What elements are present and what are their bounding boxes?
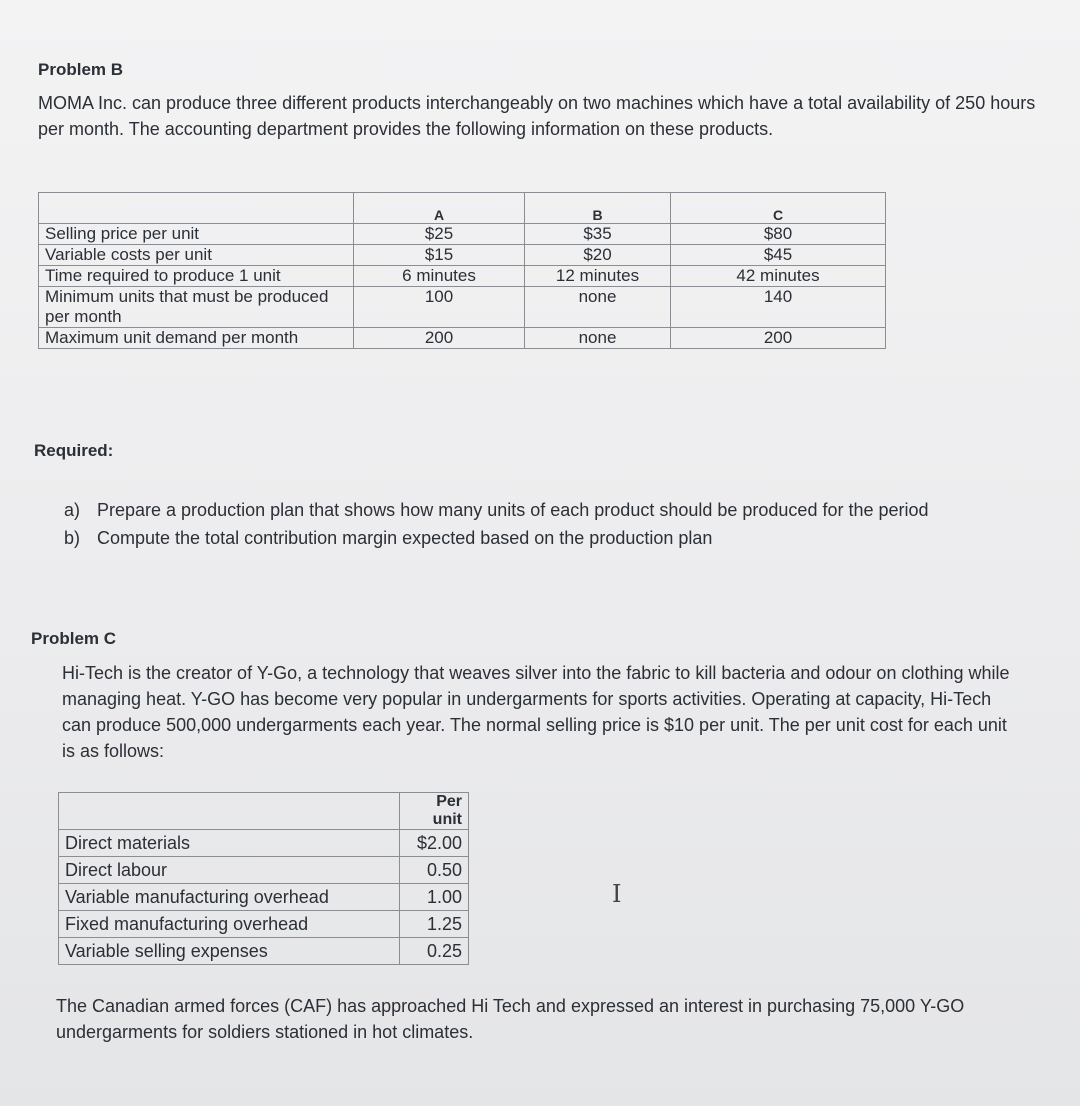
cell-value: 1.25 bbox=[400, 911, 469, 938]
row-label: Variable manufacturing overhead bbox=[59, 884, 400, 911]
table-row bbox=[39, 266, 886, 287]
problem-b-intro: MOMA Inc. can produce three different products interchangeably on two machines which have a total availability of 250 hours per month. The accounting department provides the following information on these products. bbox=[38, 93, 1036, 139]
cell-value: $2.00 bbox=[400, 830, 469, 857]
table-header-row bbox=[39, 193, 886, 224]
closing-paragraph: The Canadian armed forces (CAF) has approached Hi Tech and expressed an interest in purchasing 75,000 Y-GO undergarments for soldiers stationed in hot climates. bbox=[56, 996, 965, 1042]
table-row bbox=[39, 287, 886, 328]
table-row bbox=[59, 884, 469, 911]
cell-a: $25 bbox=[354, 224, 525, 245]
table-header-row bbox=[59, 793, 469, 830]
list-text: Prepare a production plan that shows how many units of each product should be produced for the period bbox=[97, 500, 929, 520]
table-row bbox=[59, 938, 469, 965]
cell-b: $20 bbox=[525, 245, 671, 266]
cell-c: $80 bbox=[671, 224, 886, 245]
text-cursor-icon: I bbox=[612, 880, 622, 908]
cell-b: 12 minutes bbox=[525, 266, 671, 287]
required-heading: Required: bbox=[34, 441, 114, 460]
cell-c: 140 bbox=[671, 287, 886, 328]
table-row bbox=[39, 245, 886, 266]
table-header-b: B bbox=[525, 193, 671, 224]
row-label: Direct labour bbox=[59, 857, 400, 884]
table-header-a: A bbox=[354, 193, 525, 224]
cell-a: 100 bbox=[354, 287, 525, 328]
product-info-table bbox=[38, 192, 886, 349]
cell-b: none bbox=[525, 328, 671, 349]
row-label: Minimum units that must be produced per month bbox=[39, 287, 354, 328]
table-header-blank bbox=[59, 793, 400, 830]
unit-cost-table bbox=[58, 792, 469, 965]
row-label: Time required to produce 1 unit bbox=[39, 266, 354, 287]
list-item bbox=[64, 498, 1004, 522]
problem-b-title: Problem B bbox=[38, 60, 124, 79]
row-label: Variable costs per unit bbox=[39, 245, 354, 266]
cell-value: 1.00 bbox=[400, 884, 469, 911]
cell-value: 0.25 bbox=[400, 938, 469, 965]
problem-c-title: Problem C bbox=[31, 629, 117, 648]
table-header-blank bbox=[39, 193, 354, 224]
row-label: Selling price per unit bbox=[39, 224, 354, 245]
cell-a: 200 bbox=[354, 328, 525, 349]
cell-c: $45 bbox=[671, 245, 886, 266]
row-label: Maximum unit demand per month bbox=[39, 328, 354, 349]
table-row bbox=[59, 911, 469, 938]
table-row bbox=[59, 857, 469, 884]
table-header-c: C bbox=[671, 193, 886, 224]
table-row bbox=[59, 830, 469, 857]
required-list bbox=[64, 498, 1004, 554]
row-label: Direct materials bbox=[59, 830, 400, 857]
list-marker: b) bbox=[64, 528, 81, 548]
cell-b: $35 bbox=[525, 224, 671, 245]
cell-c: 200 bbox=[671, 328, 886, 349]
table-row bbox=[39, 224, 886, 245]
cell-a: $15 bbox=[354, 245, 525, 266]
problem-c-intro: Hi-Tech is the creator of Y-Go, a technology that weaves silver into the fabric to kill bacteria and odour on clothing while managing heat. Y-GO has become very popular in undergarments for sports activities. Operating at capacity, Hi-Tech can produce 500,000 undergarments each year. The normal selling price is $10 per unit. The per unit cost for each unit is as follows: bbox=[62, 663, 1010, 761]
table-row bbox=[39, 328, 886, 349]
row-label: Fixed manufacturing overhead bbox=[59, 911, 400, 938]
cell-b: none bbox=[525, 287, 671, 328]
list-text: Compute the total contribution margin expected based on the production plan bbox=[97, 528, 713, 548]
list-marker: a) bbox=[64, 500, 81, 520]
list-item bbox=[64, 526, 1004, 550]
table-header-per-unit: Per unit bbox=[400, 793, 469, 830]
cell-value: 0.50 bbox=[400, 857, 469, 884]
row-label: Variable selling expenses bbox=[59, 938, 400, 965]
cell-a: 6 minutes bbox=[354, 266, 525, 287]
cell-c: 42 minutes bbox=[671, 266, 886, 287]
